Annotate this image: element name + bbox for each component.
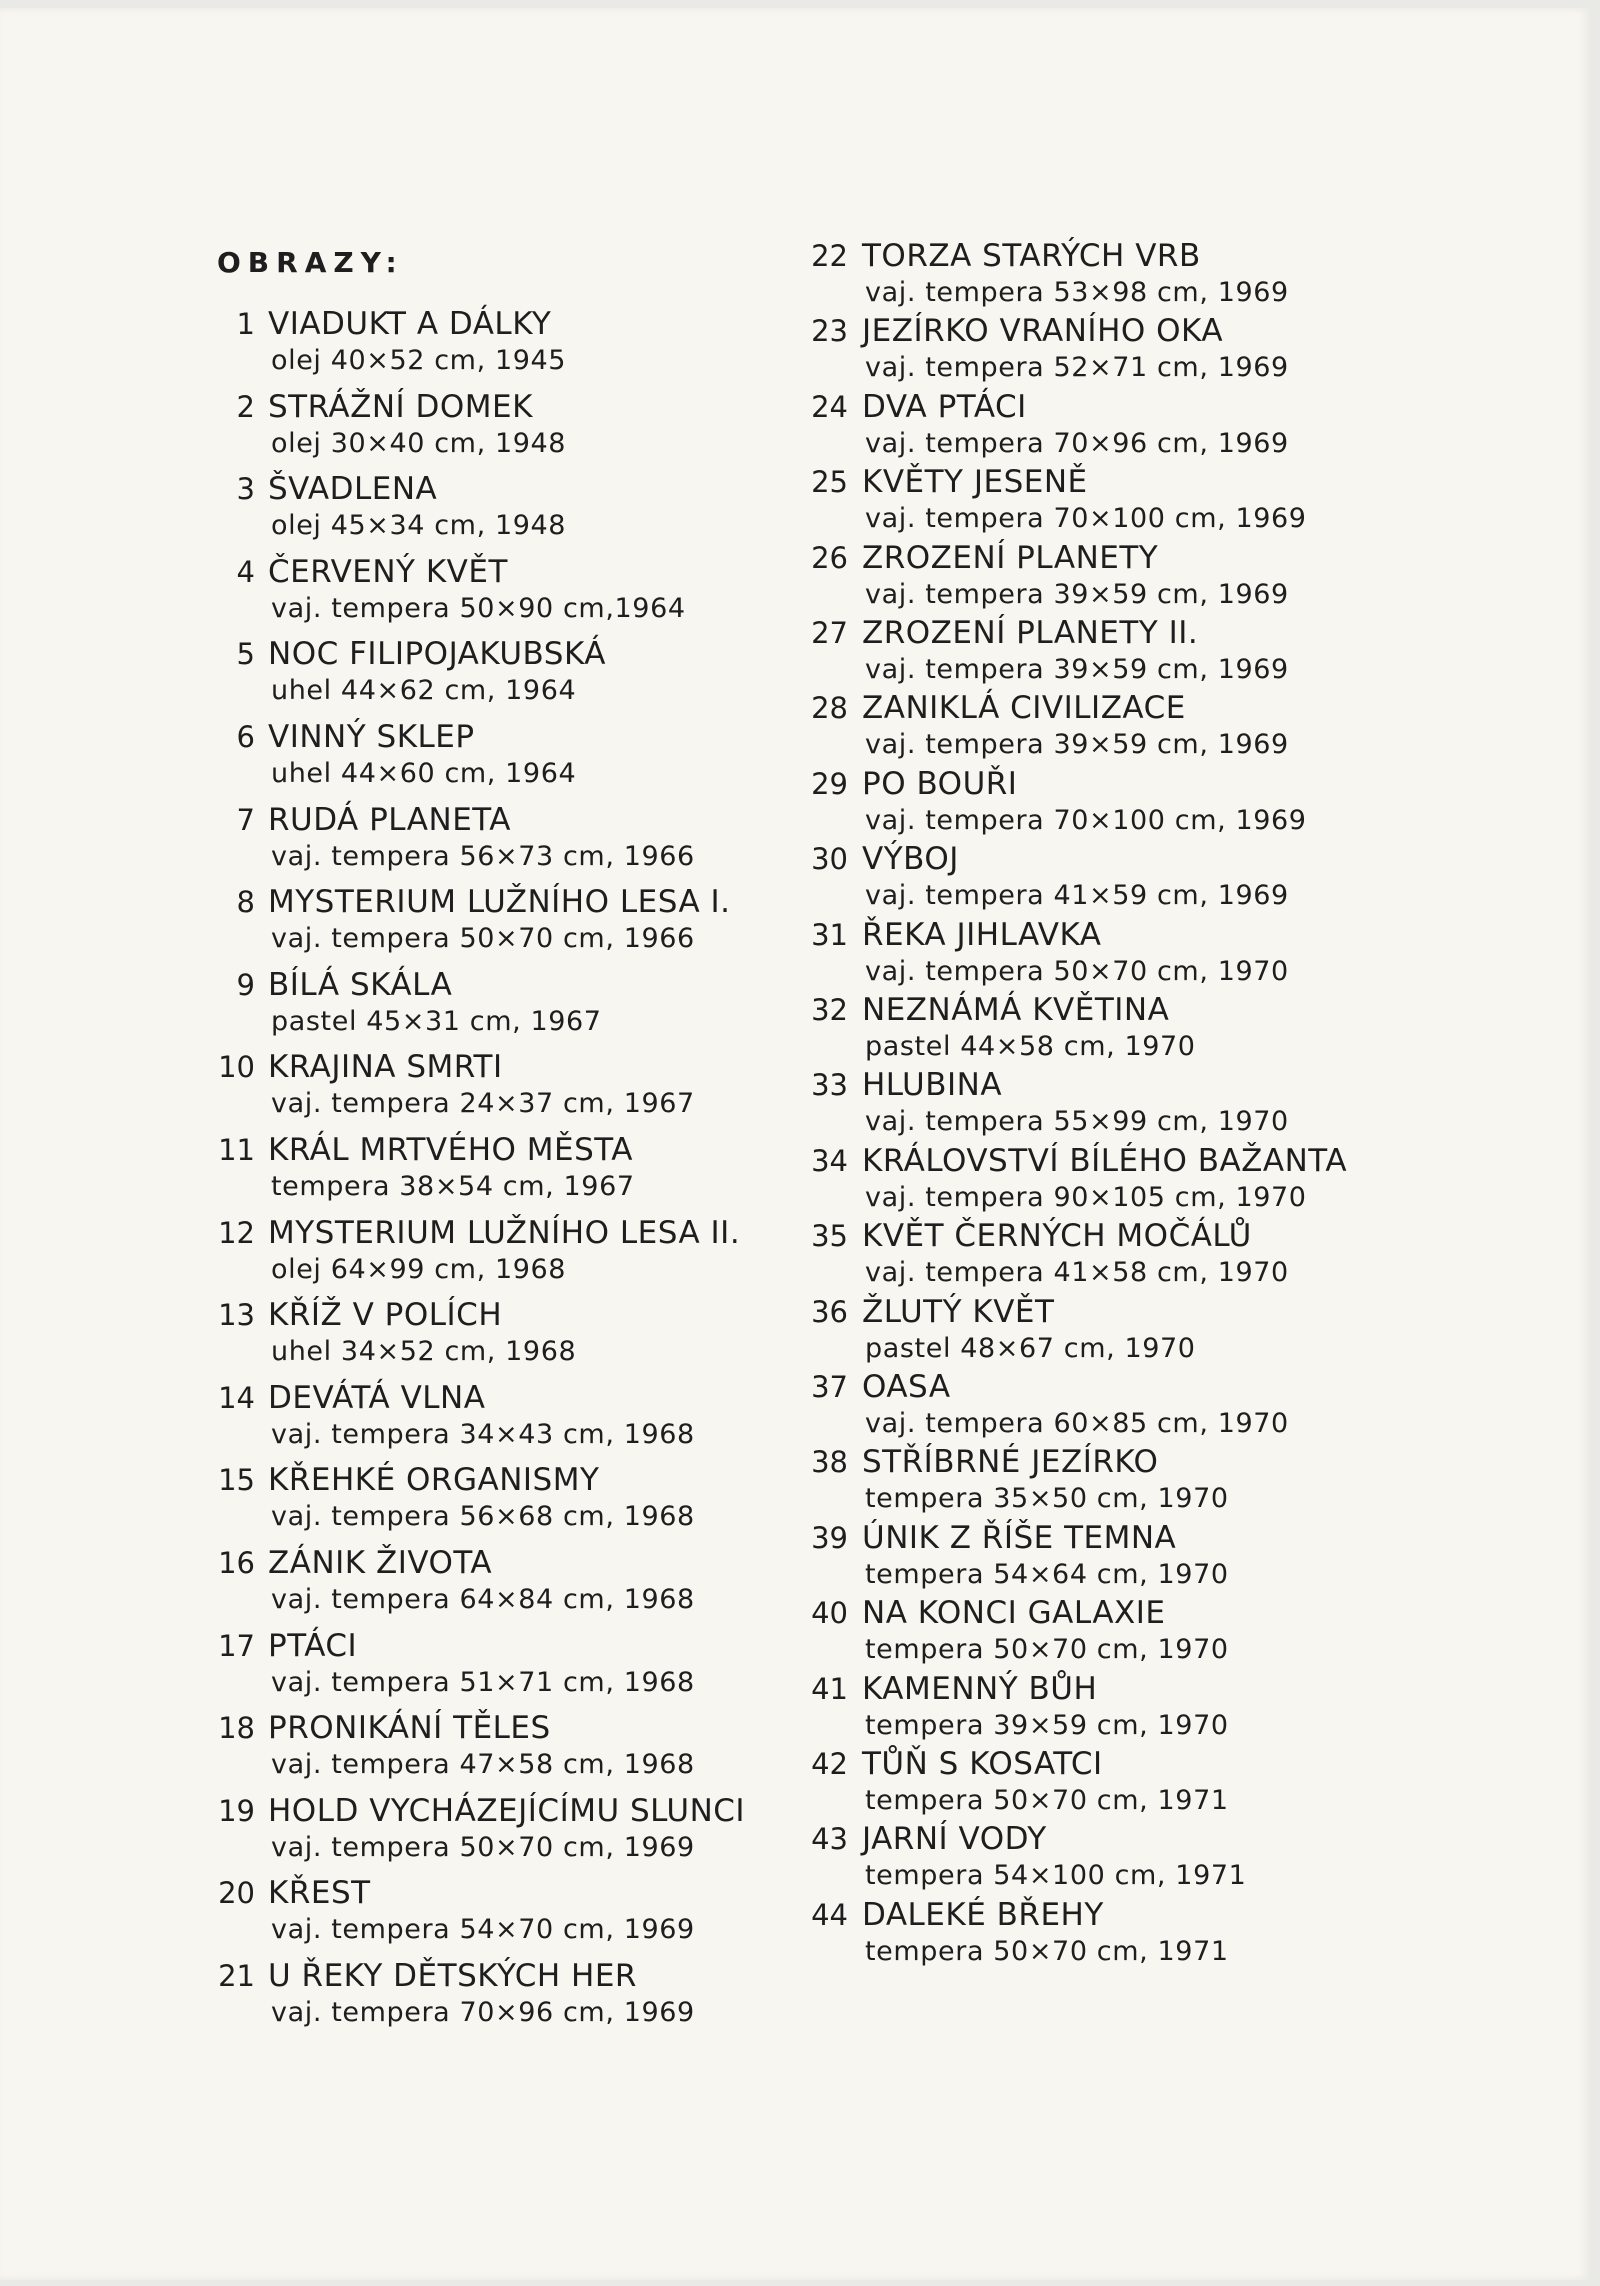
entry-details: vaj. tempera 39×59 cm, 1969 [865,729,1289,761]
entry-number: 6 [236,720,255,754]
entry-details: uhel 34×52 cm, 1968 [271,1336,577,1368]
entry-number: 27 [811,616,848,650]
entry-details: vaj. tempera 56×68 cm, 1968 [271,1501,695,1533]
entry-title: ZROZENÍ PLANETY [862,539,1159,576]
entry-title: U ŘEKY DĚTSKÝCH HER [268,1958,637,1994]
entry-title: DVA PTÁCI [862,388,1027,425]
entry-title: KVĚTY JESENĚ [862,464,1088,501]
entry-number: 18 [218,1711,255,1746]
entry-details: vaj. tempera 39×59 cm, 1969 [865,654,1289,685]
entry-number: 17 [218,1628,255,1663]
entry-number: 44 [811,1897,848,1932]
entry-title: ŽLUTÝ KVĚT [862,1293,1055,1330]
entry-title: ŘEKA JIHLAVKA [862,916,1102,953]
entry-title: KRÁL MRTVÉHO MĚSTA [268,1132,634,1168]
entry-details: vaj. tempera 24×37 cm, 1967 [271,1088,695,1120]
entry-details: pastel 48×67 cm, 1970 [865,1332,1196,1364]
entry-details: vaj. tempera 64×84 cm, 1968 [271,1584,695,1615]
entry-number: 30 [811,842,848,877]
entry-title: BÍLÁ SKÁLA [268,966,453,1003]
entry-title: JARNÍ VODY [862,1821,1047,1858]
entry-number: 9 [236,967,255,1002]
entry-details: vaj. tempera 41×58 cm, 1970 [865,1257,1289,1289]
entry-number: 19 [218,1793,255,1828]
entry-title: DALEKÉ BŘEHY [862,1896,1104,1933]
entry-title: ÚNIK Z ŘÍŠE TEMNA [862,1519,1177,1556]
entry-details: vaj. tempera 41×59 cm, 1969 [865,880,1289,912]
entry-title: KVĚT ČERNÝCH MOČÁLŮ [862,1218,1252,1255]
entry-title: HLUBINA [862,1067,1003,1104]
entry-title: KRAJINA SMRTI [268,1049,503,1086]
entry-number: 16 [218,1546,255,1580]
entry-number: 5 [236,637,255,672]
entry-number: 29 [811,766,848,801]
entry-number: 1 [236,307,255,341]
entry-details: vaj. tempera 50×70 cm, 1969 [271,1831,695,1863]
entry-title: PTÁCI [268,1627,358,1664]
entry-number: 32 [811,993,848,1027]
entry-title: TŮŇ S KOSATCI [862,1746,1103,1782]
entry-title: NA KONCI GALAXIE [862,1595,1166,1632]
entry-number: 14 [218,1380,255,1415]
entry-number: 24 [811,389,848,424]
entry-details: uhel 44×60 cm, 1964 [271,758,577,789]
entry-title: OASA [862,1369,951,1405]
entry-title: DEVÁTÁ VLNA [268,1379,486,1416]
entry-title: KŘÍŽ V POLÍCH [268,1297,503,1334]
entry-details: vaj. tempera 39×59 cm, 1969 [865,578,1289,610]
entry-title: VIADUKT A DÁLKY [268,306,552,342]
entry-number: 34 [811,1143,848,1178]
entry-number: 37 [811,1370,848,1404]
entry-title: ŠVADLENA [268,471,438,508]
entry-number: 4 [236,554,255,589]
entry-number: 36 [811,1294,848,1329]
entry-details: vaj. tempera 50×70 cm, 1966 [271,923,695,955]
entry-details: vaj. tempera 50×90 cm,1964 [271,592,686,624]
entry-number: 22 [811,239,848,273]
entry-title: NEZNÁMÁ KVĚTINA [862,992,1170,1028]
entry-title: HOLD VYCHÁZEJÍCÍMU SLUNCI [268,1792,746,1829]
entry-details: vaj. tempera 90×105 cm, 1970 [865,1181,1307,1213]
entry-details: pastel 44×58 cm, 1970 [865,1031,1196,1062]
entry-number: 23 [811,314,848,349]
entry-number: 3 [236,472,255,507]
entry-number: 39 [811,1520,848,1555]
entry-number: 38 [811,1445,848,1480]
entry-title: PO BOUŘI [862,765,1018,802]
catalogue-page [0,8,1592,2280]
entry-title: ZÁNIK ŽIVOTA [268,1545,493,1581]
entry-number: 25 [811,465,848,500]
entry-details: olej 30×40 cm, 1948 [271,427,567,459]
entry-details: olej 45×34 cm, 1948 [271,510,567,542]
entry-details: vaj. tempera 53×98 cm, 1969 [865,277,1289,308]
entry-title: NOC FILIPOJAKUBSKÁ [268,636,606,673]
entry-number: 41 [811,1671,848,1706]
entry-title: KAMENNÝ BŮH [862,1670,1098,1707]
entry-title: KRÁLOVSTVÍ BÍLÉHO BAŽANTA [862,1142,1348,1179]
entry-details: vaj. tempera 54×70 cm, 1969 [271,1914,695,1946]
entry-number: 10 [218,1050,255,1085]
entry-title: STRÁŽNÍ DOMEK [268,388,533,425]
entry-details: uhel 44×62 cm, 1964 [271,675,577,707]
entry-number: 40 [811,1596,848,1631]
entry-details: tempera 54×100 cm, 1971 [865,1860,1247,1892]
entry-details: vaj. tempera 60×85 cm, 1970 [865,1408,1289,1439]
entry-details: vaj. tempera 47×58 cm, 1968 [271,1749,695,1781]
entry-title: RUDÁ PLANETA [268,801,512,838]
entry-details: vaj. tempera 70×96 cm, 1969 [271,1997,695,2028]
entry-title: VINNÝ SKLEP [268,719,475,755]
entry-details: vaj. tempera 51×71 cm, 1968 [271,1666,695,1698]
entry-number: 20 [218,1876,255,1911]
entry-number: 42 [811,1747,848,1781]
entry-details: pastel 45×31 cm, 1967 [271,1005,602,1037]
entry-number: 11 [218,1133,255,1167]
entry-details: tempera 35×50 cm, 1970 [865,1483,1229,1515]
entry-number: 15 [218,1463,255,1498]
entry-title: JEZÍRKO VRANÍHO OKA [862,313,1224,350]
entry-number: 12 [218,1215,255,1250]
entry-details: olej 64×99 cm, 1968 [271,1253,567,1285]
entry-details: vaj. tempera 70×96 cm, 1969 [865,427,1289,459]
entry-details: olej 40×52 cm, 1945 [271,345,567,376]
entry-number: 8 [236,885,255,920]
entry-details: tempera 54×64 cm, 1970 [865,1558,1229,1590]
entry-title: ZANIKLÁ CIVILIZACE [862,690,1186,727]
entry-title: ČERVENÝ KVĚT [268,553,508,590]
entry-details: tempera 50×70 cm, 1970 [865,1634,1229,1666]
entry-details: tempera 39×59 cm, 1970 [865,1709,1229,1741]
entry-title: TORZA STARÝCH VRB [862,238,1201,274]
entry-details: vaj. tempera 52×71 cm, 1969 [865,352,1289,384]
entry-number: 35 [811,1219,848,1254]
entry-details: vaj. tempera 56×73 cm, 1966 [271,840,695,872]
entry-number: 43 [811,1822,848,1857]
entry-title: VÝBOJ [862,841,959,878]
entry-number: 28 [811,691,848,726]
entry-number: 26 [811,540,848,575]
entry-details: tempera 50×70 cm, 1971 [865,1935,1229,1967]
entry-details: vaj. tempera 70×100 cm, 1969 [865,804,1307,836]
entry-number: 13 [218,1298,255,1333]
section-heading: OBRAZY: [217,246,404,279]
entry-number: 31 [811,917,848,952]
entry-details: vaj. tempera 34×43 cm, 1968 [271,1418,695,1450]
entry-title: STŘÍBRNÉ JEZÍRKO [862,1444,1159,1481]
entry-title: ZROZENÍ PLANETY II. [862,615,1199,651]
entry-details: vaj. tempera 50×70 cm, 1970 [865,955,1289,987]
entry-title: MYSTERIUM LUŽNÍHO LESA II. [268,1214,741,1251]
entry-number: 2 [236,389,255,424]
entry-number: 33 [811,1068,848,1103]
entry-title: KŘEST [268,1875,371,1912]
entry-number: 7 [236,802,255,837]
entry-title: KŘEHKÉ ORGANISMY [268,1462,600,1499]
entry-details: vaj. tempera 70×100 cm, 1969 [865,503,1307,535]
entry-details: tempera 38×54 cm, 1967 [271,1171,635,1202]
entry-title: PRONIKÁNÍ TĚLES [268,1710,551,1747]
entry-details: tempera 50×70 cm, 1971 [865,1785,1229,1816]
entry-title: MYSTERIUM LUŽNÍHO LESA I. [268,884,731,921]
entry-details: vaj. tempera 55×99 cm, 1970 [865,1106,1289,1138]
entry-number: 21 [218,1959,255,1993]
